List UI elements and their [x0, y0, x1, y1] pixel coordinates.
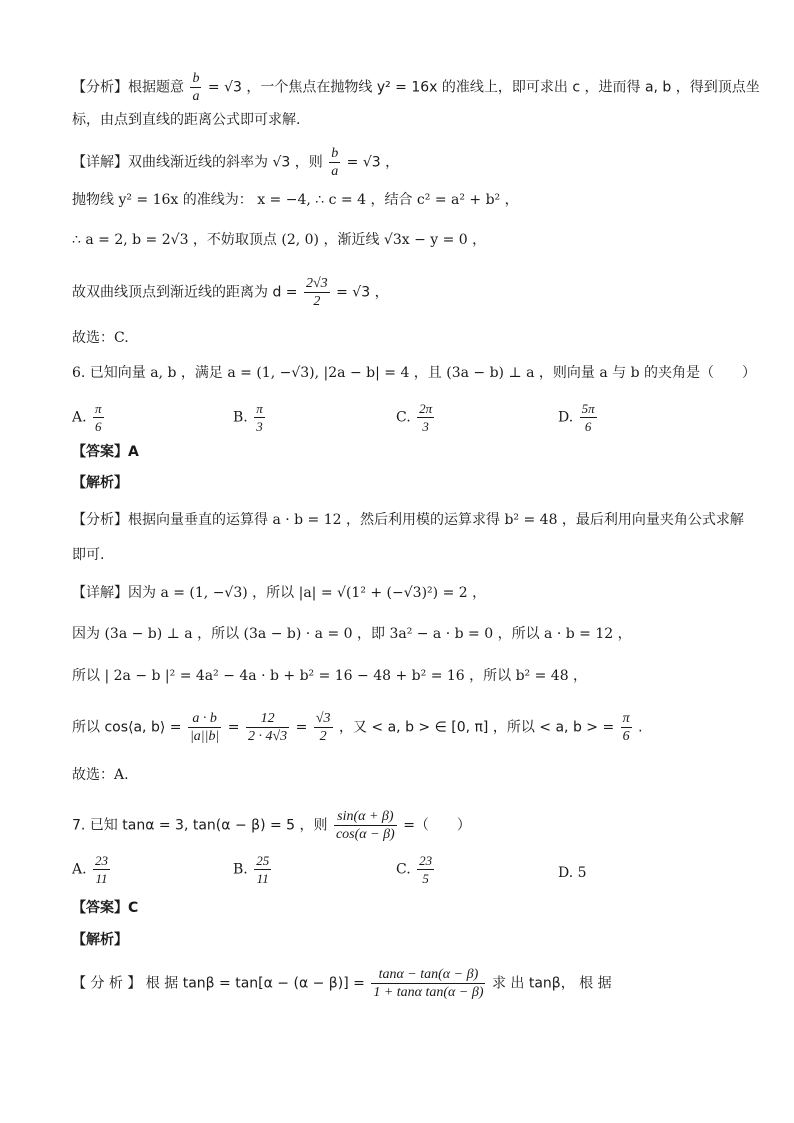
option-fraction — [417, 852, 434, 887]
q6-answer: 【答案】A — [72, 444, 139, 460]
q7-answer: 【答案】C — [72, 900, 139, 916]
q6-fraction-2 — [246, 710, 289, 745]
equals-sign: = — [295, 719, 308, 736]
fraction-denominator: a — [331, 164, 339, 179]
p5-detail-line-3: ∴ a = 2, b = 2√3 ，不妨取顶点 (2, 0) ，渐近线 √3x − y = 0 ， — [72, 232, 487, 248]
fraction-numerator: π — [95, 401, 102, 416]
q7-analysis-fraction — [371, 966, 485, 1001]
q7-option-a[interactable] — [72, 852, 112, 887]
fraction-numerator: 5π — [581, 401, 595, 416]
p5-detail-text-b: = √3 ， — [336, 284, 389, 301]
fraction-denominator: cos(α − β) — [335, 827, 395, 842]
option-letter: D. — [558, 865, 574, 881]
fraction-numerator: 23 — [95, 853, 109, 868]
fraction-numerator: π — [256, 401, 263, 416]
p5-detail-text-a: 故双曲线顶点到渐近线的距离为 d = — [72, 284, 298, 301]
fraction-denominator: 3 — [256, 419, 263, 434]
option-letter: B. — [233, 409, 248, 426]
option-fraction — [417, 400, 434, 435]
fraction-denominator: a — [192, 89, 200, 104]
q7-analysis-text-b: 求 出 tanβ， 根 据 — [491, 975, 612, 992]
q6-option-d[interactable] — [558, 400, 599, 435]
fraction-numerator: 2√3 — [305, 276, 328, 291]
q6-range-text: ，又 < a, b > ∈ [0, π] ，所以 < a, b > = — [338, 719, 615, 736]
p5-detail-line-4 — [72, 275, 734, 310]
fraction-denominator: 3 — [422, 419, 429, 434]
fraction-denominator: 6 — [584, 419, 592, 434]
q7-stem — [72, 808, 734, 843]
fraction-numerator: 12 — [246, 710, 289, 728]
q6-fraction-1 — [188, 710, 221, 745]
option-fraction — [93, 852, 110, 887]
q7-analysis-text-a: 【 分 析 】 根 据 — [72, 975, 179, 992]
q7-stem-fraction — [334, 808, 397, 843]
q7-solution-heading: 【解析】 — [72, 932, 128, 948]
p5-detail-line-1 — [72, 145, 734, 180]
q6-option-b[interactable] — [233, 400, 267, 435]
period: . — [638, 719, 643, 736]
q6-stem: 6. 已知向量 a, b ，满足 a = (1, −√3), |2a − b| = 4 ，且 (3a − b) ⊥ a ，则向量 a 与 b 的夹角是（ ） — [72, 365, 756, 381]
fraction-numerator: 2π — [419, 401, 433, 416]
option-fraction — [93, 400, 104, 435]
q6-analysis-line-1: 【分析】根据向量垂直的运算得 a · b = 12 ，然后利用模的运算求得 b² = 48 ，最后利用向量夹角公式求解 — [72, 512, 744, 528]
option-letter: A. — [72, 409, 87, 426]
option-fraction — [580, 400, 597, 435]
q6-option-c[interactable] — [396, 400, 436, 435]
q7-option-b[interactable] — [233, 852, 273, 887]
fraction-numerator: b — [331, 146, 339, 161]
p5-detail-text-b: = √3 ， — [346, 154, 400, 171]
fraction-denominator: 11 — [256, 871, 269, 886]
q7-analysis-line-1 — [72, 966, 734, 1001]
q6-fraction-3 — [314, 710, 333, 745]
q6-solution-heading: 【解析】 — [72, 475, 128, 491]
fraction-denominator: 2 · 4√3 — [247, 729, 288, 744]
option-letter: A. — [72, 861, 87, 878]
fraction-denominator: 2 — [319, 729, 327, 744]
q6-analysis-line-2: 即可. — [72, 547, 105, 563]
q6-detail-line-4 — [72, 710, 734, 745]
fraction-numerator: b — [192, 71, 200, 86]
fraction-numerator: a · b — [188, 710, 221, 728]
option-value: 5 — [577, 865, 587, 881]
p5-analysis-line-2: 标，由点到直线的距离公式即可求解. — [72, 112, 301, 128]
option-letter: C. — [396, 409, 411, 426]
p5-detail-line-2: 抛物线 y² = 16x 的准线为： x = −4, ∴ c = 4 ，结合 c² = a² + b² ， — [72, 192, 519, 208]
q6-conclusion: 故选：A. — [72, 767, 129, 783]
q7-option-c[interactable] — [396, 852, 436, 887]
option-letter: B. — [233, 861, 248, 878]
fraction-denominator: 6 — [622, 729, 630, 744]
fraction-denominator: |a||b| — [189, 729, 220, 744]
p5-analysis-text-a: 【分析】根据题意 — [72, 79, 184, 96]
q6-cos-label: 所以 cos⟨a, b⟩ = — [72, 719, 182, 736]
p5-analysis-fraction — [190, 70, 201, 105]
q6-detail-line-1: 【详解】因为 a = (1, −√3) ，所以 |a| = √(1² + (−√3)²) = 2 ， — [72, 585, 487, 601]
fraction-numerator: π — [622, 711, 630, 726]
fraction-numerator: 23 — [419, 853, 433, 868]
option-fraction — [254, 400, 265, 435]
equals-sign: = — [227, 719, 240, 736]
fraction-denominator: 2 — [313, 294, 321, 309]
fraction-numerator: 25 — [256, 853, 270, 868]
fraction-denominator: 6 — [95, 419, 102, 434]
q7-analysis-formula: tanβ = tan[α − (α − β)] = — [182, 975, 365, 992]
q7-stem-text-b: =（ ） — [403, 817, 471, 834]
q6-option-a[interactable] — [72, 400, 106, 435]
p5-analysis-text-b: = √3 ，一个焦点在抛物线 y² = 16x 的准线上，即可求出 c ，进而得 a, b ，得到顶点坐 — [207, 79, 760, 96]
fraction-denominator: 11 — [95, 871, 108, 886]
p5-distance-fraction — [304, 275, 330, 310]
q6-fraction-4 — [621, 710, 632, 745]
fraction-denominator: 1 + tanα tan(α − β) — [373, 985, 484, 1000]
q7-option-d[interactable] — [558, 864, 587, 882]
q7-stem-text-a: 7. 已知 tanα = 3, tan(α − β) = 5 ，则 — [72, 817, 328, 834]
q6-detail-line-3: 所以 | 2a − b |² = 4a² − 4a · b + b² = 16 − 48 + b² = 16 ，所以 b² = 48 ， — [72, 668, 588, 684]
fraction-numerator: sin(α + β) — [334, 808, 397, 826]
p5-detail-text-a: 【详解】双曲线渐近线的斜率为 √3 ，则 — [72, 154, 323, 171]
option-letter: D. — [558, 409, 574, 426]
fraction-numerator: √3 — [315, 711, 331, 726]
fraction-numerator: tanα − tan(α − β) — [371, 966, 485, 984]
option-letter: C. — [396, 861, 411, 878]
p5-conclusion: 故选：C. — [72, 330, 129, 346]
p5-analysis-line-1 — [72, 70, 760, 105]
fraction-denominator: 5 — [422, 871, 429, 886]
p5-detail-fraction — [329, 145, 340, 180]
option-fraction — [254, 852, 271, 887]
q6-detail-line-2: 因为 (3a − b) ⊥ a ，所以 (3a − b) · a = 0 ，即 3a² − a · b = 0 ，所以 a · b = 12 ， — [72, 626, 632, 642]
